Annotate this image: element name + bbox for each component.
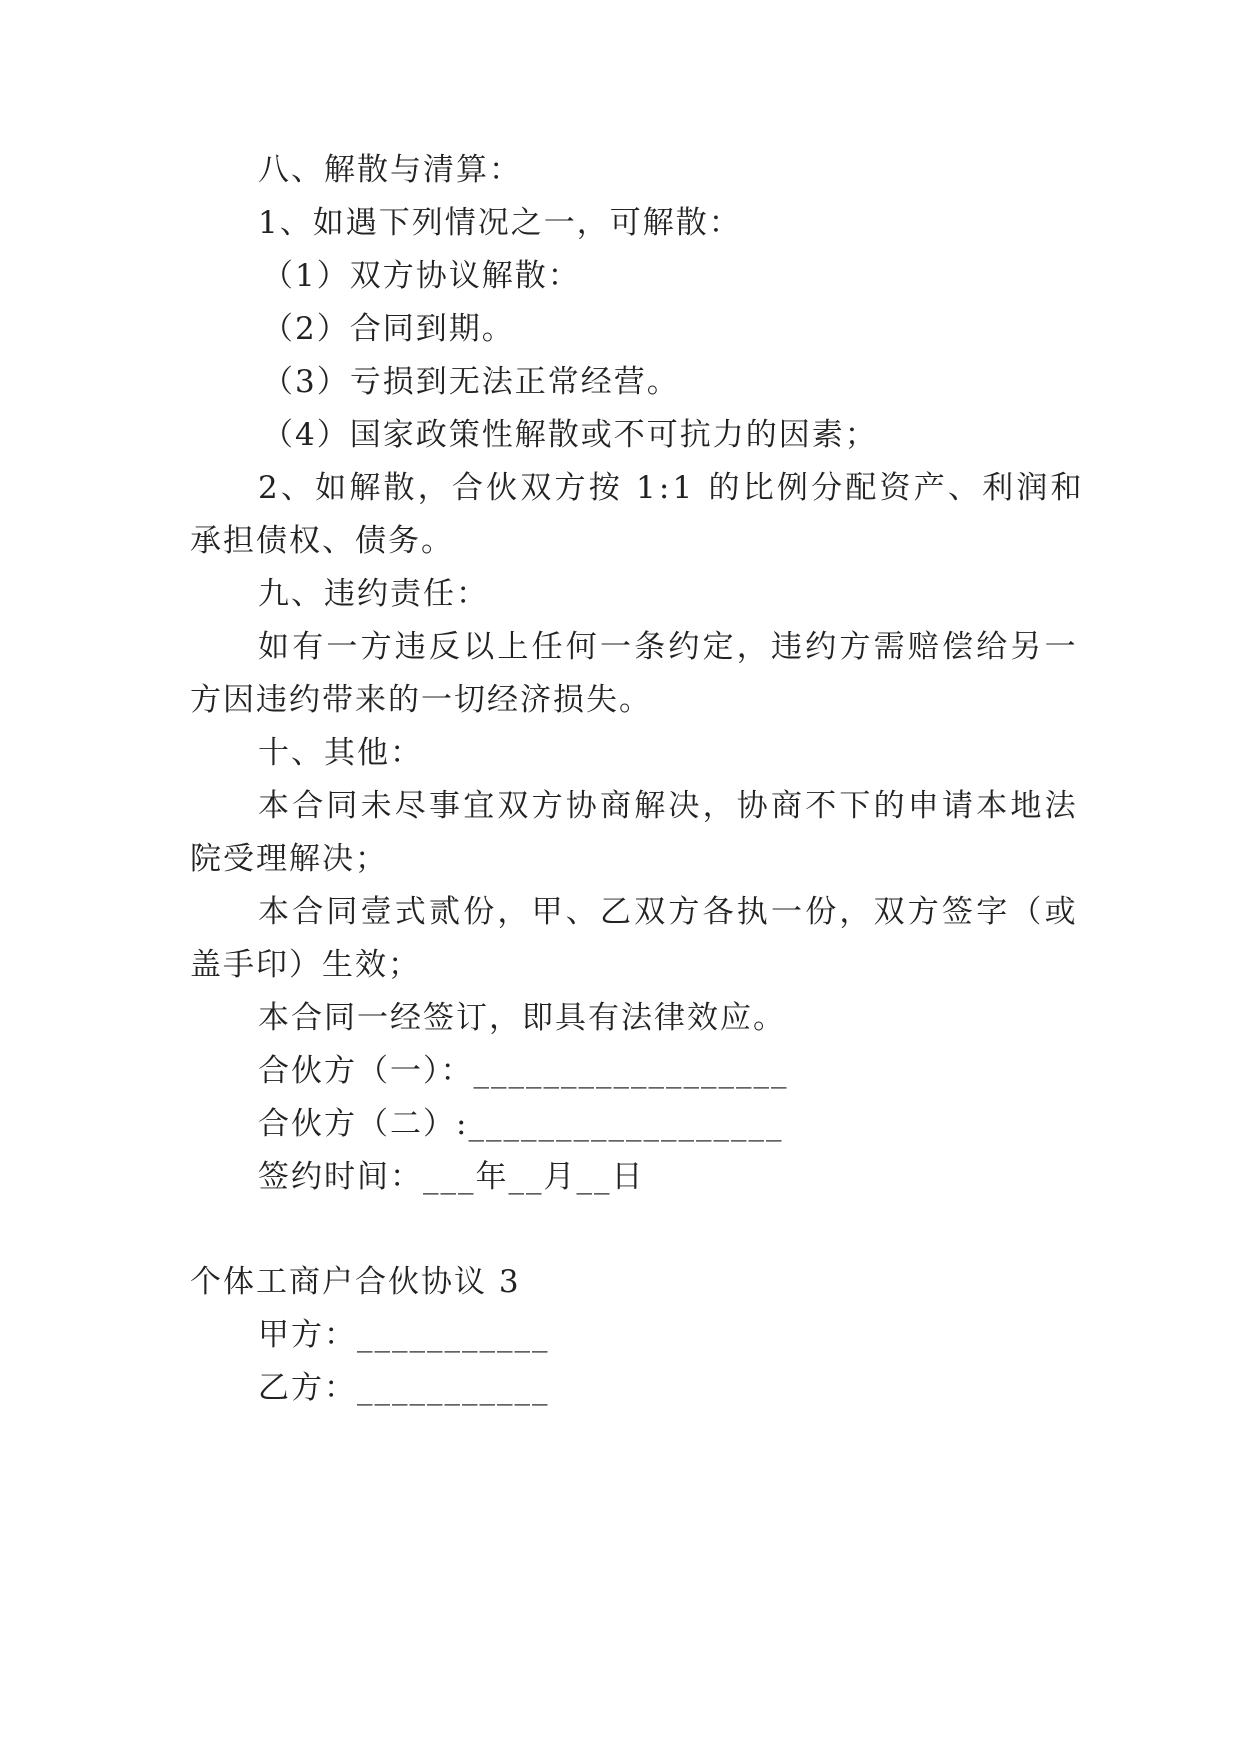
- breach-clause-line1: 如有一方违反以上任何一条约定，违约方需赔偿给另一: [258, 629, 1079, 665]
- agreement-title: 个体工商户合伙协议 3: [190, 1264, 521, 1300]
- list-item-contract-expiry: （2）合同到期。: [262, 311, 515, 347]
- clause-dissolution-conditions: 1、如遇下列情况之一，可解散：: [258, 205, 742, 241]
- signing-date: 签约时间：___年__月__日: [258, 1159, 645, 1195]
- other-clause-2-line2: 盖手印）生效；: [190, 947, 421, 983]
- clause-asset-distribution-line2: 承担债权、债务。: [190, 523, 454, 559]
- section-heading-other: 十、其他：: [258, 735, 423, 771]
- party-a-field: 甲方：___________: [258, 1317, 550, 1353]
- party-b-field: 乙方：___________: [258, 1370, 550, 1406]
- other-clause-3: 本合同一经签订，即具有法律效应。: [258, 1000, 786, 1036]
- list-item-losses: （3）亏损到无法正常经营。: [262, 364, 680, 400]
- other-clause-2-line1: 本合同壹式贰份，甲、乙双方各执一份，双方签字（或: [258, 894, 1079, 930]
- section-heading-dissolution: 八、解散与清算：: [258, 152, 522, 188]
- breach-clause-line2: 方因违约带来的一切经济损失。: [190, 682, 652, 718]
- other-clause-1-line2: 院受理解决；: [190, 841, 388, 877]
- section-heading-breach: 九、违约责任：: [258, 576, 489, 612]
- list-item-mutual-agreement: （1）双方协议解散：: [262, 258, 581, 294]
- clause-asset-distribution-line1: 2、如解散，合伙双方按 1:1 的比例分配资产、利润和: [258, 470, 1085, 506]
- signature-partner-2: 合伙方（二）:__________________: [258, 1106, 784, 1142]
- signature-partner-1: 合伙方（一）：__________________: [258, 1053, 789, 1089]
- list-item-force-majeure: （4）国家政策性解散或不可抗力的因素；: [262, 417, 878, 453]
- other-clause-1-line1: 本合同未尽事宜双方协商解决，协商不下的申请本地法: [258, 788, 1079, 824]
